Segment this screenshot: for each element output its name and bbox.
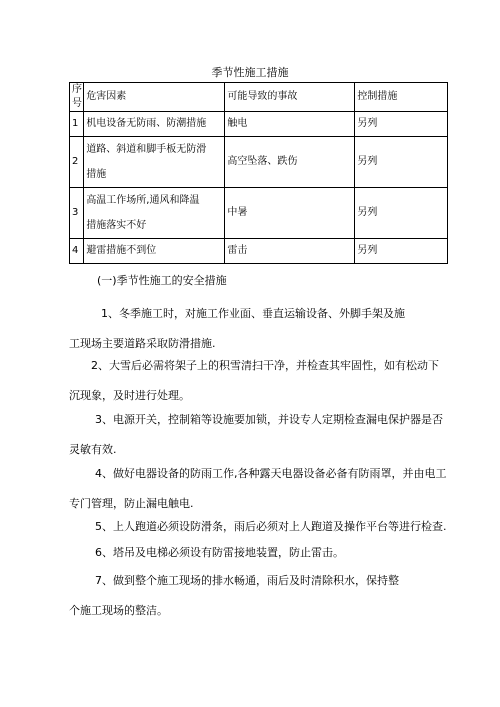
cell-no: 4 [70, 239, 84, 264]
header-no: 序号 [70, 83, 84, 112]
paragraph-line: 个施工现场的整洁。 [69, 604, 168, 617]
table-row [70, 188, 448, 239]
paragraph-line: 1、冬季施工时，对施工作业面、垂直运输设备、外脚手架及施 [101, 307, 405, 320]
paragraph-line: 工现场主要道路采取防滑措施. [69, 337, 216, 350]
paragraph-item [69, 538, 454, 568]
paragraph-line: 5、上人跑道必须设防滑条，雨后必须对上人跑道及操作平台等进行检查. [95, 520, 447, 533]
cell-accident: 触电 [225, 112, 355, 137]
cell-hazard [84, 137, 225, 188]
cell-accident: 雷击 [225, 239, 355, 264]
cell-hazard-line: 措施落实不好 [86, 220, 147, 231]
section-heading: (一)季节性施工的安全措施 [97, 274, 227, 287]
cell-accident: 高空坠落、跌伤 [225, 137, 355, 188]
cell-control: 另列 [355, 112, 448, 137]
table-header-row [70, 83, 448, 112]
paragraph-item [69, 405, 454, 465]
paragraph-line: 3、电源开关，控制箱等设施要加锁，并设专人定期检查漏电保护器是否 [95, 413, 443, 426]
cell-hazard [84, 188, 225, 239]
paragraph-line: 2、大雪后必需将架子上的积雪清扫干净，并检查其牢固性，如有松动下 [91, 359, 439, 372]
cell-no: 3 [70, 188, 84, 239]
cell-accident: 中暑 [225, 188, 355, 239]
header-hazard: 危害因素 [84, 83, 225, 112]
cell-control: 另列 [355, 137, 448, 188]
paragraph-line: 沉现象，及时进行处理。 [69, 389, 190, 402]
document-title: 季节性施工措施 [211, 66, 289, 79]
cell-hazard: 避雷措施不到位 [84, 239, 225, 264]
cell-no: 2 [70, 137, 84, 188]
hazard-table [69, 82, 448, 264]
paragraph-line: 灵敏有效. [69, 443, 117, 456]
paragraph-item [69, 566, 454, 626]
paragraph-item [69, 351, 454, 411]
paragraph-item [69, 459, 454, 519]
cell-control: 另列 [355, 188, 448, 239]
cell-hazard-line: 措施 [86, 169, 107, 180]
cell-no: 1 [70, 112, 84, 137]
paragraph-line: 专门管理，防止漏电触电. [69, 497, 194, 510]
paragraph-item [69, 299, 454, 359]
paragraph-line: 4、做好电器设备的防雨工作,各种露天电器设备必备有防雨罩，并由电工 [95, 467, 447, 480]
table-row [70, 112, 448, 137]
cell-control: 另列 [355, 239, 448, 264]
table-row [70, 239, 448, 264]
table-row [70, 137, 448, 188]
header-control: 控制措施 [355, 83, 448, 112]
paragraph-line: 7、做到整个施工现场的排水畅通，雨后及时清除积水，保持整 [95, 574, 399, 587]
paragraph-line: 6、塔吊及电梯必须设有防雷接地装置，防止雷击。 [95, 546, 344, 559]
header-accident: 可能导致的事故 [225, 83, 355, 112]
cell-hazard: 机电设备无防雨、防潮措施 [84, 112, 225, 137]
cell-hazard-line: 高温工作场所,通风和降温 [86, 195, 200, 206]
cell-hazard-line: 道路、斜道和脚手板无防滑 [86, 144, 207, 155]
